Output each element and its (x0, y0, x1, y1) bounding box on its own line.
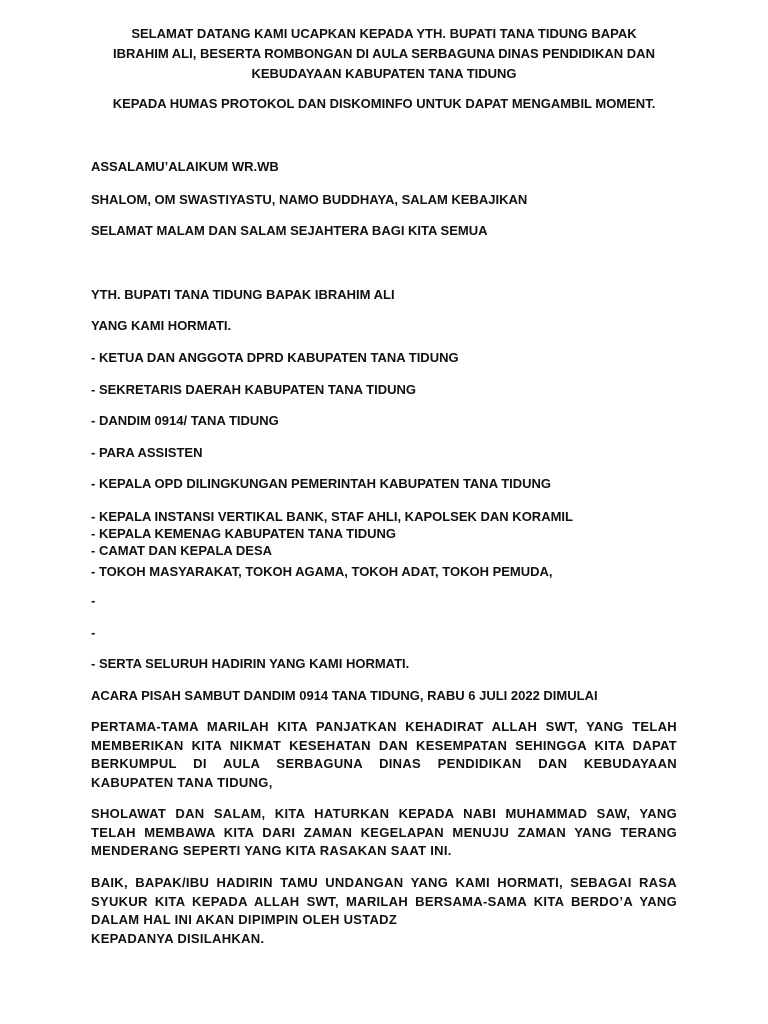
header-line-2: IBRAHIM ALI, BESERTA ROMBONGAN DI AULA SERBAGUNA DINAS PENDIDIKAN DAN (113, 46, 655, 61)
list-item: - (91, 593, 96, 608)
paragraph-line: PERTAMA-TAMA MARILAH KITA PANJATKAN KEHADIRAT ALLAH SWT, YANG TELAH (91, 719, 677, 734)
paragraph-sholawat (91, 805, 677, 861)
honorific-bupati: YTH. BUPATI TANA TIDUNG BAPAK IBRAHIM ALI (91, 287, 395, 302)
paragraph-pertama (91, 718, 677, 792)
paragraph-line: BAIK, BAPAK/IBU HADIRIN TAMU UNDANGAN YANG KAMI HORMATI, SEBAGAI RASA (91, 875, 677, 890)
list-item: - (91, 625, 96, 640)
paragraph-doa (91, 874, 677, 948)
list-item: - CAMAT DAN KEPALA DESA (91, 543, 273, 558)
paragraph-line: KABUPATEN TANA TIDUNG, (91, 774, 273, 790)
list-item: - KEPALA OPD DILINGKUNGAN PEMERINTAH KABUPATEN TANA TIDUNG (91, 476, 552, 491)
paragraph-line: MENDERANG SEPERTI YANG KITA RASAKAN SAAT INI. (91, 843, 452, 859)
list-item: - KETUA DAN ANGGOTA DPRD KABUPATEN TANA TIDUNG (91, 350, 459, 365)
header-line-3: KEBUDAYAAN KABUPATEN TANA TIDUNG (251, 66, 517, 81)
list-item: - KEPALA INSTANSI VERTIKAL BANK, STAF AHLI, KAPOLSEK DAN KORAMIL (91, 509, 573, 524)
protocol-note: KEPADA HUMAS PROTOKOL DAN DISKOMINFO UNTUK DAPAT MENGAMBIL MOMENT. (112, 96, 656, 111)
list-item: - SERTA SELURUH HADIRIN YANG KAMI HORMATI. (91, 656, 410, 671)
acara-line: ACARA PISAH SAMBUT DANDIM 0914 TANA TIDUNG, RABU 6 JULI 2022 DIMULAI (91, 688, 598, 703)
header-line-1: SELAMAT DATANG KAMI UCAPKAN KEPADA YTH. BUPATI TANA TIDUNG BAPAK (131, 26, 637, 41)
paragraph-line: BERKUMPUL DI AULA SERBAGUNA DINAS PENDIDIKAN DAN KEBUDAYAAN (91, 756, 677, 772)
greeting-assalamualaikum: ASSALAMU’ALAIKUM WR.WB (91, 159, 279, 174)
paragraph-line: SYUKUR KITA KEPADA ALLAH SWT, MARILAH BERSAMA-SAMA KITA BERDO’A YANG (91, 893, 677, 909)
honorific-hormati: YANG KAMI HORMATI. (91, 318, 232, 333)
list-item: - SEKRETARIS DAERAH KABUPATEN TANA TIDUNG (91, 382, 416, 397)
list-item: - TOKOH MASYARAKAT, TOKOH AGAMA, TOKOH ADAT, TOKOH PEMUDA, (91, 564, 553, 579)
list-item: - DANDIM 0914/ TANA TIDUNG (91, 413, 279, 428)
list-item: - KEPALA KEMENAG KABUPATEN TANA TIDUNG (91, 526, 397, 541)
paragraph-line: TELAH MEMBAWA KITA DARI ZAMAN KEGELAPAN MENUJU ZAMAN YANG TERANG (91, 824, 677, 840)
greeting-selamat-malam: SELAMAT MALAM DAN SALAM SEJAHTERA BAGI KITA SEMUA (91, 223, 488, 238)
greeting-shalom: SHALOM, OM SWASTIYASTU, NAMO BUDDHAYA, SALAM KEBAJIKAN (91, 192, 528, 207)
paragraph-line: KEPADANYA DISILAHKAN. (91, 930, 265, 946)
list-item: - PARA ASSISTEN (91, 445, 203, 460)
paragraph-line: DALAM HAL INI AKAN DIPIMPIN OLEH USTADZ (91, 912, 398, 928)
paragraph-line: SHOLAWAT DAN SALAM, KITA HATURKAN KEPADA NABI MUHAMMAD SAW, YANG (91, 806, 677, 821)
paragraph-line: MEMBERIKAN KITA NIKMAT KESEHATAN DAN KESEMPATAN SEHINGGA KITA DAPAT (91, 737, 677, 753)
